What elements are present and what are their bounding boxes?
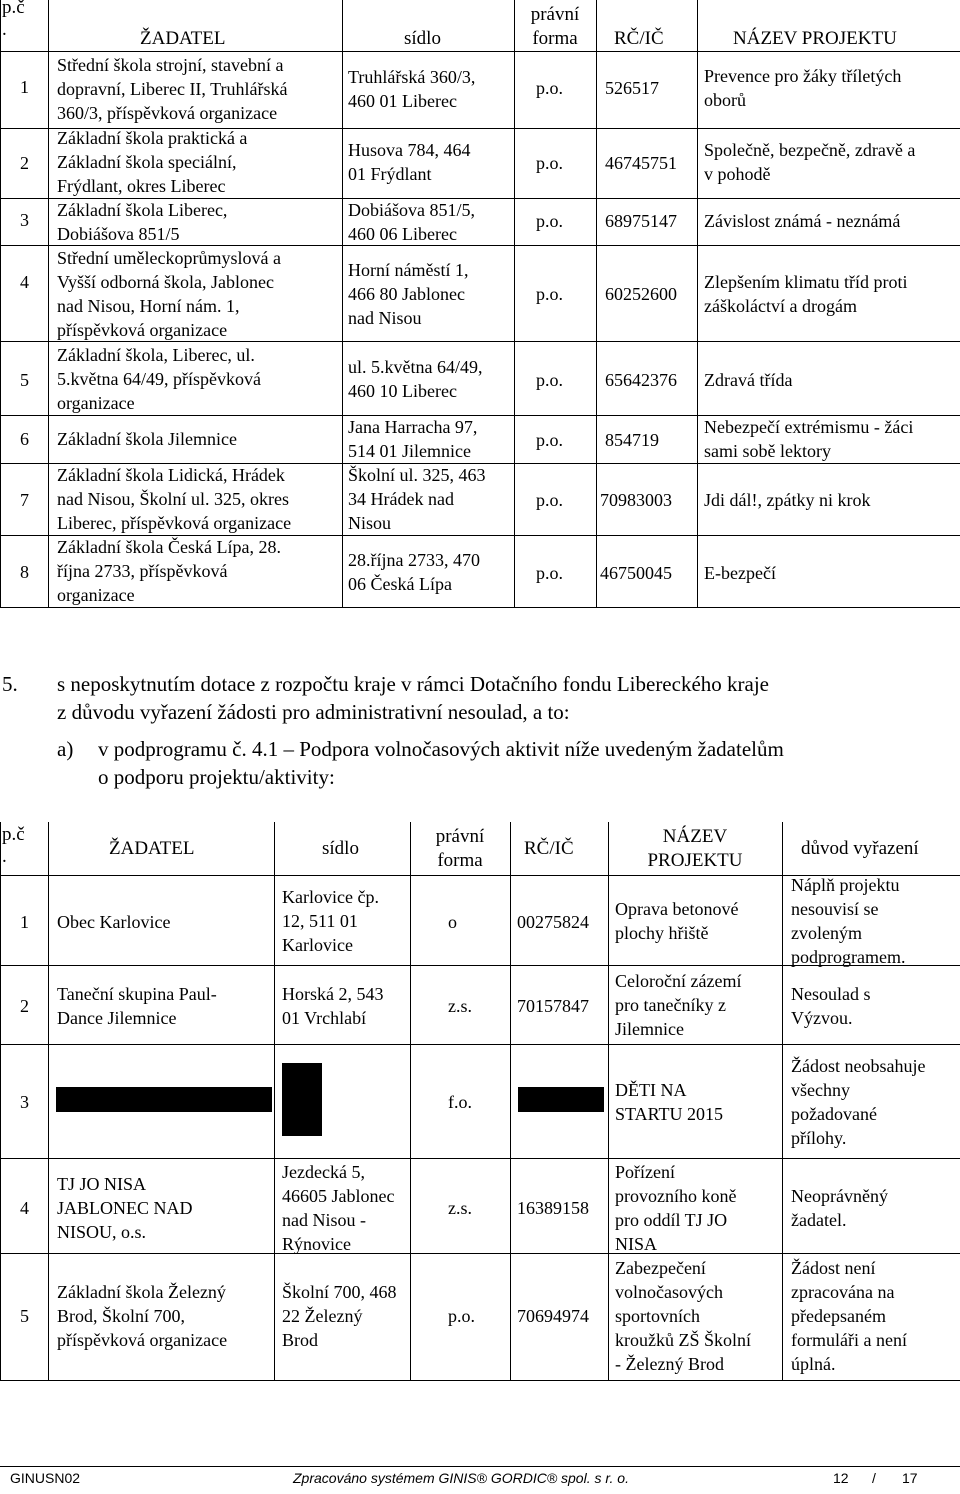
cell-zadatel: Základní škola Česká Lípa, 28. října 2733, příspěvková organizace	[57, 537, 281, 605]
footer-page-separator: /	[872, 1470, 876, 1486]
row-number: 1	[20, 77, 29, 97]
footer-generator: Zpracováno systémem GINIS® GORDIC® spol. s r. o.	[293, 1470, 629, 1486]
cell-forma: p.o.	[536, 370, 563, 390]
cell-forma: p.o.	[536, 430, 563, 450]
cell-ic: 68975147	[605, 211, 677, 231]
cell-ic: 46745751	[605, 153, 677, 173]
header-ic: RČ/IČ	[614, 28, 664, 49]
cell-ic: 70983003	[600, 490, 672, 510]
footer-page-number: 12	[833, 1470, 849, 1486]
cell-ic: 60252600	[605, 284, 677, 304]
cell-sidlo: Horní náměstí 1, 466 80 Jablonec nad Nisou	[348, 260, 469, 328]
cell-forma: p.o.	[536, 284, 563, 304]
redacted-zadatel	[56, 1087, 272, 1112]
cell-sidlo: ul. 5.května 64/49, 460 10 Liberec	[348, 357, 483, 401]
cell-sidlo: Školní ul. 325, 463 34 Hrádek nad Nisou	[348, 465, 486, 533]
row-number: 3	[20, 1092, 29, 1112]
cell-sidlo: Truhlářská 360/3, 460 01 Liberec	[348, 67, 476, 111]
redacted-ic	[518, 1087, 604, 1112]
cell-zadatel: Střední uměleckoprůmyslová a Vyšší odborná škola, Jablonec nad Nisou, Horní nám. 1, příspěvková organizace	[57, 248, 281, 340]
cell-zadatel: Základní škola Lidická, Hrádek nad Nisou, Školní ul. 325, okres Liberec, příspěvková organizace	[57, 465, 292, 533]
cell-nazev: Oprava betonové plochy hřiště	[615, 899, 739, 943]
header-ic: RČ/IČ	[524, 838, 574, 859]
paragraph-sub-line-2: o podporu projektu/aktivity:	[98, 765, 335, 789]
cell-nazev: DĚTI NA STARTU 2015	[615, 1080, 723, 1124]
cell-sidlo: Husova 784, 464 01 Frýdlant	[348, 140, 471, 184]
row-number: 2	[20, 996, 29, 1016]
cell-sidlo: Školní 700, 468 22 Železný Brod	[282, 1282, 397, 1350]
cell-forma: f.o.	[448, 1092, 472, 1112]
cell-sidlo: 28.října 2733, 470 06 Česká Lípa	[348, 550, 480, 594]
cell-forma: p.o.	[536, 153, 563, 173]
cell-zadatel: Střední škola strojní, stavební a dopravní, Liberec II, Truhlářská 360/3, příspěvková organizace	[57, 55, 288, 123]
cell-nazev: Nebezpečí extrémismu - žáci sami sobě lektory	[704, 417, 914, 461]
cell-forma: z.s.	[448, 996, 472, 1016]
cell-duvod: Neoprávněný žadatel.	[791, 1186, 888, 1230]
header-zadatel: ŽADATEL	[109, 838, 195, 859]
footer-page-total: 17	[902, 1470, 918, 1486]
cell-ic: 16389158	[517, 1198, 589, 1218]
cell-forma: p.o.	[448, 1306, 475, 1326]
cell-nazev: Zlepšením klimatu tříd proti záškoláctví a drogám	[704, 272, 908, 316]
header-forma: právní forma	[530, 4, 580, 49]
cell-sidlo: Dobiášova 851/5, 460 06 Liberec	[348, 200, 475, 244]
cell-sidlo: Jana Harracha 97, 514 01 Jilemnice	[348, 417, 478, 461]
cell-zadatel: Obec Karlovice	[57, 912, 171, 932]
cell-forma: z.s.	[448, 1198, 472, 1218]
cell-sidlo: Karlovice čp. 12, 511 01 Karlovice	[282, 887, 379, 955]
cell-ic: 526517	[605, 78, 659, 98]
cell-zadatel: Základní škola, Liberec, ul. 5.května 64/49, příspěvková organizace	[57, 345, 261, 413]
cell-nazev: Celoroční zázemí pro tanečníky z Jilemnice	[615, 971, 742, 1039]
cell-ic: 854719	[605, 430, 659, 450]
paragraph-sub-line-1: v podprogramu č. 4.1 – Podpora volnočasových aktivit níže uvedeným žadatelům	[98, 737, 784, 761]
row-number: 4	[20, 272, 29, 292]
cell-nazev: Zabezpečení volnočasových sportovních kroužků ZŠ Školní - Železný Brod	[615, 1258, 752, 1374]
row-number: 3	[20, 210, 29, 230]
row-number: 1	[20, 912, 29, 932]
cell-zadatel: Taneční skupina Paul- Dance Jilemnice	[57, 984, 217, 1028]
cell-forma: p.o.	[536, 563, 563, 583]
cell-zadatel: Základní škola praktická a Základní škola speciální, Frýdlant, okres Liberec	[57, 128, 248, 196]
cell-zadatel: Základní škola Jilemnice	[57, 429, 237, 449]
cell-ic: 00275824	[517, 912, 589, 932]
cell-zadatel: Základní škola Liberec, Dobiášova 851/5	[57, 200, 228, 244]
cell-forma: p.o.	[536, 211, 563, 231]
cell-zadatel: Základní škola Železný Brod, Školní 700, příspěvková organizace	[57, 1282, 228, 1350]
cell-nazev: E-bezpečí	[704, 563, 776, 583]
cell-nazev: Prevence pro žáky tříletých oborů	[704, 66, 902, 110]
cell-duvod: Žádost není zpracována na předepsaném formuláři a není úplná.	[791, 1258, 907, 1374]
cell-nazev: Pořízení provozního koně pro oddíl TJ JO NISA	[615, 1162, 737, 1254]
cell-zadatel: TJ JO NISA JABLONEC NAD NISOU, o.s.	[57, 1174, 193, 1242]
header-nazev: NÁZEV PROJEKTU	[733, 28, 897, 49]
cell-duvod: Náplň projektu nesouvisí se zvoleným podprogramem.	[791, 875, 906, 967]
header-pc: p.č .	[2, 824, 25, 867]
cell-sidlo: Jezdecká 5, 46605 Jablonec nad Nisou - Rýnovice	[282, 1162, 395, 1254]
cell-ic: 70694974	[517, 1306, 589, 1326]
row-number: 5	[20, 370, 29, 390]
header-nazev: NÁZEV PROJEKTU	[647, 826, 743, 871]
header-pc: p.č .	[2, 0, 25, 40]
paragraph-sub-label: a)	[57, 737, 74, 761]
row-number: 5	[20, 1306, 29, 1326]
redacted-sidlo	[282, 1063, 322, 1136]
footer-code: GINUSN02	[10, 1470, 81, 1486]
row-number: 4	[20, 1198, 29, 1218]
paragraph-line-1: s neposkytnutím dotace z rozpočtu kraje v rámci Dotačního fondu Libereckého kraje	[57, 672, 769, 696]
header-duvod: důvod vyřazení	[801, 838, 919, 859]
cell-forma: o	[448, 912, 457, 932]
header-sidlo: sídlo	[322, 838, 359, 859]
paragraph-line-2: z důvodu vyřazení žádosti pro administrativní nesoulad, a to:	[57, 700, 570, 724]
row-number: 6	[20, 429, 29, 449]
cell-sidlo: Horská 2, 543 01 Vrchlabí	[282, 984, 384, 1028]
cell-nazev: Společně, bezpečně, zdravě a v pohodě	[704, 140, 916, 184]
cell-ic: 46750045	[600, 563, 672, 583]
cell-forma: p.o.	[536, 490, 563, 510]
header-forma: právní forma	[435, 826, 485, 871]
cell-nazev: Jdi dál!, zpátky ni krok	[704, 490, 871, 510]
row-number: 2	[20, 153, 29, 173]
cell-duvod: Nesoulad s Výzvou.	[791, 984, 871, 1028]
cell-duvod: Žádost neobsahuje všechny požadované přílohy.	[791, 1056, 926, 1148]
cell-nazev: Zdravá třída	[704, 370, 793, 390]
row-number: 8	[20, 562, 29, 582]
paragraph-number: 5.	[2, 672, 18, 696]
header-sidlo: sídlo	[404, 28, 441, 49]
cell-ic: 70157847	[517, 996, 589, 1016]
cell-ic: 65642376	[605, 370, 677, 390]
header-zadatel: ŽADATEL	[140, 28, 226, 49]
row-number: 7	[20, 490, 29, 510]
cell-forma: p.o.	[536, 78, 563, 98]
cell-nazev: Závislost známá - neznámá	[704, 211, 901, 231]
